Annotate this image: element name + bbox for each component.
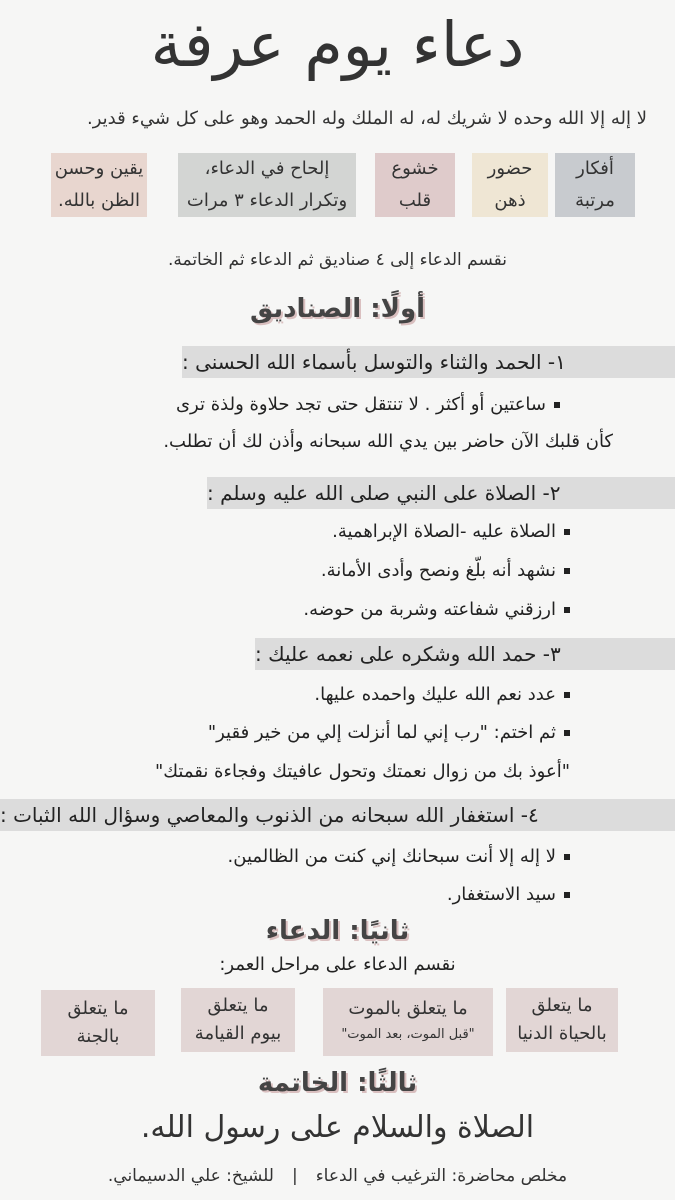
stage-death	[323, 988, 493, 1056]
bullet-icon	[564, 568, 570, 574]
box1-note: كأن قلبك الآن حاضر بين يدي الله سبحانه وأذن لك أن تطلب.	[163, 431, 613, 452]
footer-lecture: مخلص محاضرة: الترغيب في الدعاء	[315, 1166, 568, 1186]
box-line: قلب	[398, 190, 432, 211]
box3-quote: "أعوذ بك من زوال نعمتك وتحول عافيتك وفجاءة نقمتك"	[154, 761, 570, 782]
list-item	[447, 884, 570, 905]
bullet-text: عدد نعم الله عليك واحمده عليها.	[314, 684, 556, 705]
divide-text: نقسم الدعاء إلى ٤ صناديق ثم الدعاء ثم الخاتمة.	[167, 250, 507, 270]
stage-line: ما يتعلق	[67, 998, 129, 1019]
list-item	[228, 846, 570, 867]
box-line: حضور	[487, 158, 533, 179]
bullet-text: ثم اختم: "رب إني لما أنزلت إلي من خير فقير"	[207, 722, 556, 743]
box4-heading: ٤- استغفار الله سبحانه من الذنوب والمعاصي وسؤال الله الثبات :	[0, 799, 675, 831]
box-line: خشوع	[391, 158, 439, 179]
footer	[0, 1166, 675, 1186]
bullet-icon	[564, 730, 570, 736]
box-line: أفكار	[576, 158, 614, 179]
section2-title: ثانيًا: الدعاء	[265, 916, 410, 946]
footer-sheikh: للشيخ: علي الدسيماني.	[107, 1166, 274, 1186]
stage-judgement-day	[181, 988, 295, 1052]
box-humility	[375, 153, 455, 217]
stage-line: بالجنة	[76, 1026, 120, 1047]
box-line: إلحاح في الدعاء،	[204, 158, 330, 179]
page-title: دعاء يوم عرفة	[150, 8, 525, 81]
box-line: ذهن	[494, 190, 526, 211]
list-item	[314, 684, 570, 705]
list-item	[332, 521, 570, 542]
bullet-icon	[564, 854, 570, 860]
bullet-icon	[554, 402, 560, 408]
bullet-icon	[564, 607, 570, 613]
footer-separator: |	[291, 1166, 298, 1186]
box3-heading: ٣- حمد الله وشكره على نعمه عليك :	[255, 638, 675, 670]
box-line: الظن بالله.	[58, 190, 140, 211]
bullet-icon	[564, 692, 570, 698]
box2-heading: ٢- الصلاة على النبي صلى الله عليه وسلم :	[207, 477, 675, 509]
stage-paradise	[41, 990, 155, 1056]
bullet-text: نشهد أنه بلّغ ونصح وأدى الأمانة.	[320, 560, 556, 581]
bullet-text: ساعتين أو أكثر . لا تنتقل حتى تجد حلاوة ولذة ترى	[175, 394, 546, 415]
stage-line: بيوم القيامة	[194, 1023, 282, 1044]
list-item	[321, 560, 570, 581]
box-line: مرتبة	[575, 190, 615, 211]
bullet-icon	[564, 529, 570, 535]
bullet-text: لا إله إلا أنت سبحانك إني كنت من الظالمين.	[227, 846, 556, 867]
stage-worldly-life	[506, 988, 618, 1052]
box-line: وتكرار الدعاء ٣ مرات	[186, 190, 348, 211]
box-presence-of-mind	[472, 153, 548, 217]
stage-line: ما يتعلق بالموت	[348, 998, 468, 1019]
list-item	[208, 722, 570, 743]
closing-text: الصلاة والسلام على رسول الله.	[140, 1110, 535, 1145]
stage-line: "قبل الموت، بعد الموت"	[341, 1027, 475, 1042]
list-item	[303, 599, 570, 620]
stage-line: بالحياة الدنيا	[517, 1023, 607, 1044]
box-line: يقين وحسن	[54, 158, 144, 179]
section3-title: ثالثًا: الخاتمة	[257, 1068, 418, 1098]
stage-line: ما يتعلق	[531, 995, 593, 1016]
section1-title: أولًا: الصناديق	[249, 294, 426, 324]
box-persistence	[178, 153, 356, 217]
box1-heading: ١- الحمد والثناء والتوسل بأسماء الله الحسنى :	[182, 346, 675, 378]
list-item	[176, 394, 560, 415]
bullet-icon	[564, 892, 570, 898]
box-organized-thoughts	[555, 153, 635, 217]
box-certainty	[51, 153, 147, 217]
bullet-text: سيد الاستغفار.	[446, 884, 556, 905]
bullet-text: ارزقني شفاعته وشربة من حوضه.	[303, 599, 556, 620]
bullet-text: الصلاة عليه -الصلاة الإبراهمية.	[332, 521, 556, 542]
stage-line: ما يتعلق	[207, 995, 269, 1016]
intro-text: لا إله إلا الله وحده لا شريك له، له الملك وله الحمد وهو على كل شيء قدير.	[86, 108, 647, 129]
section2-subtitle: نقسم الدعاء على مراحل العمر:	[219, 954, 456, 975]
